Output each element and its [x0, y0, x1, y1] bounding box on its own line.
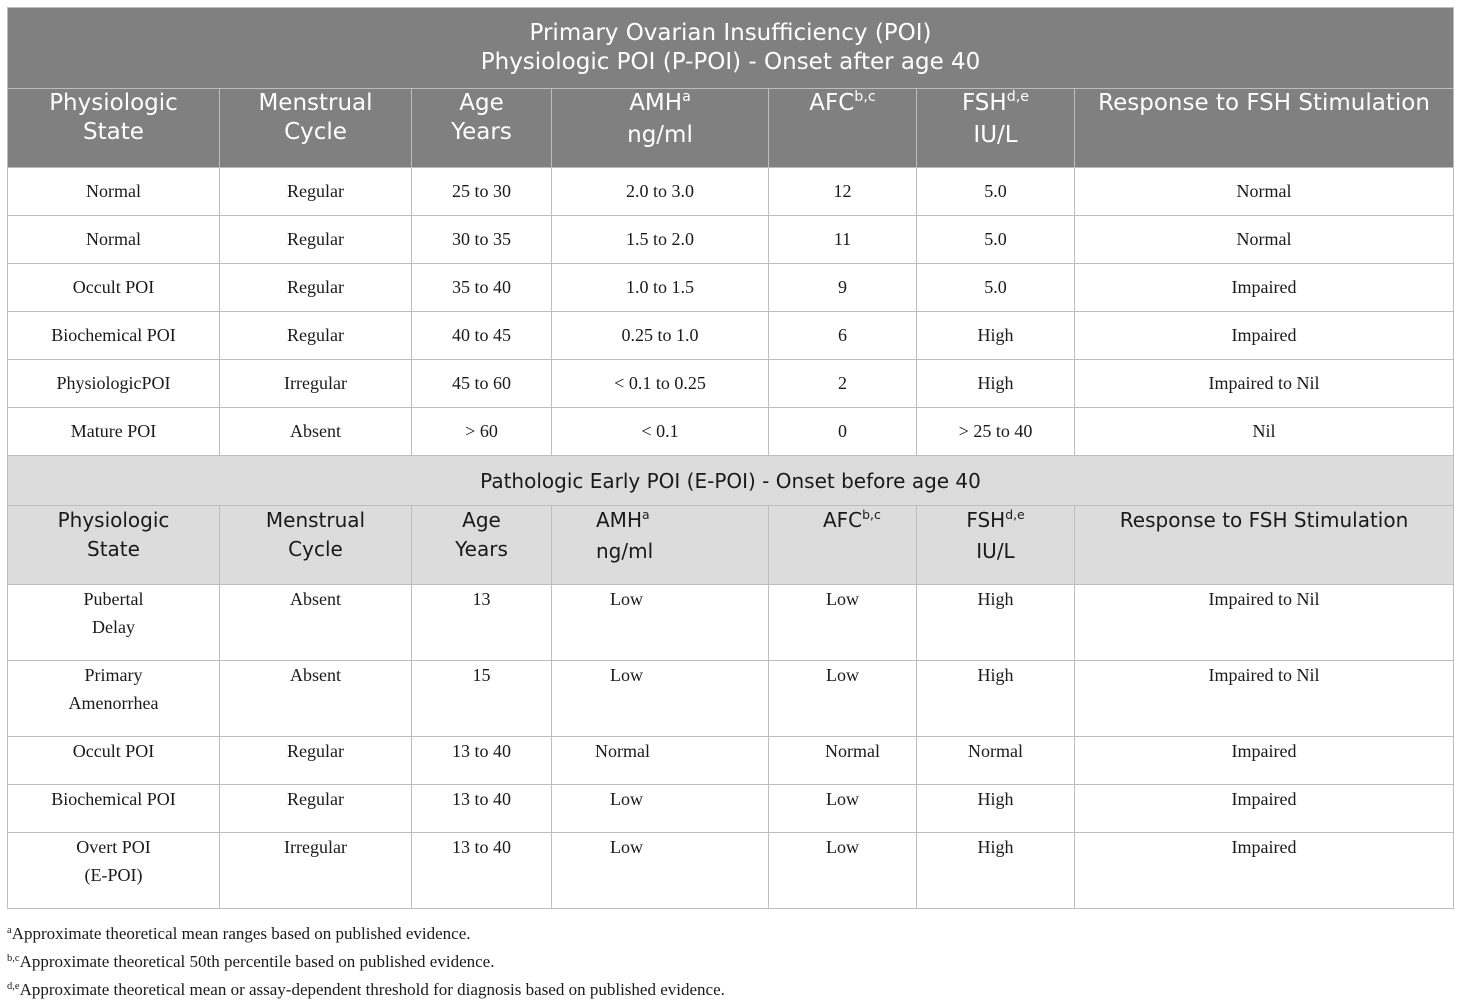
cell-response: Normal: [1075, 168, 1454, 216]
header-physiologic-state: Physiologic State: [8, 89, 220, 168]
cell-state: Normal: [8, 168, 220, 216]
header-response-fsh: Response to FSH Stimulation: [1075, 506, 1454, 585]
cell-response: Impaired: [1075, 785, 1454, 833]
cell-fsh: High: [917, 312, 1075, 360]
cell-amh: Low: [552, 785, 769, 833]
cell-amh: Low: [552, 585, 769, 661]
cell-state: Biochemical POI: [8, 785, 220, 833]
cell-afc: 2: [769, 360, 917, 408]
table-row: [8, 408, 1454, 456]
cell-response: Impaired: [1075, 833, 1454, 909]
cell-fsh: > 25 to 40: [917, 408, 1075, 456]
cell-age: 13 to 40: [412, 737, 552, 785]
cell-amh: Low: [552, 661, 769, 737]
header-response-fsh: Response to FSH Stimulation: [1075, 89, 1454, 168]
cell-fsh: High: [917, 661, 1075, 737]
table-row: [8, 785, 1454, 833]
cell-response: Normal: [1075, 216, 1454, 264]
cell-state: Occult POI: [8, 737, 220, 785]
cell-age: 30 to 35: [412, 216, 552, 264]
section2-title: Pathologic Early POI (E-POI) - Onset before age 40: [8, 456, 1454, 506]
table-title: [8, 8, 1454, 89]
title-line-1: Primary Ovarian Insufficiency (POI): [529, 20, 932, 46]
cell-afc: Low: [769, 833, 917, 909]
poi-table: [7, 7, 1454, 909]
cell-fsh: High: [917, 360, 1075, 408]
cell-amh: Normal: [552, 737, 769, 785]
cell-age: 35 to 40: [412, 264, 552, 312]
header-amh: AMH$^a$ ng/ml: [552, 506, 769, 585]
cell-age: 25 to 30: [412, 168, 552, 216]
header-age-years: Age Years: [412, 506, 552, 585]
cell-cycle: Absent: [220, 661, 412, 737]
footnote: $^a$Approximate theoretical mean ranges based on published evidence.: [7, 924, 471, 943]
header-menstrual-cycle: Menstrual Cycle: [220, 506, 412, 585]
footnote: $^{b,c}$Approximate theoretical 50th percentile based on published evidence.: [7, 952, 495, 971]
header-afc: AFC$^{b,c}$: [769, 506, 917, 585]
cell-amh: Low: [552, 833, 769, 909]
cell-fsh: Normal: [917, 737, 1075, 785]
cell-response: Impaired: [1075, 264, 1454, 312]
section1-header-row: [8, 89, 1454, 168]
header-physiologic-state: Physiologic State: [8, 506, 220, 585]
cell-state: Primary Amenorrhea: [8, 661, 220, 737]
cell-state: Overt POI (E-POI): [8, 833, 220, 909]
cell-amh: 2.0 to 3.0: [552, 168, 769, 216]
cell-fsh: High: [917, 585, 1075, 661]
cell-cycle: Absent: [220, 585, 412, 661]
table-row: [8, 216, 1454, 264]
header-amh: AMH$^a$ ng/ml: [552, 89, 769, 168]
cell-afc: 11: [769, 216, 917, 264]
table-row: [8, 833, 1454, 909]
table-row: [8, 312, 1454, 360]
cell-age: 13 to 40: [412, 833, 552, 909]
footnotes: [7, 921, 725, 1005]
cell-cycle: Regular: [220, 785, 412, 833]
cell-afc: 12: [769, 168, 917, 216]
table-row: [8, 360, 1454, 408]
cell-fsh: 5.0: [917, 216, 1075, 264]
cell-age: 45 to 60: [412, 360, 552, 408]
cell-fsh: 5.0: [917, 264, 1075, 312]
cell-age: 13 to 40: [412, 785, 552, 833]
cell-state: Biochemical POI: [8, 312, 220, 360]
cell-amh: 0.25 to 1.0: [552, 312, 769, 360]
header-fsh: FSH$^{d,e}$ IU/L: [917, 506, 1075, 585]
cell-afc: Low: [769, 585, 917, 661]
header-fsh: FSH$^{d,e}$ IU/L: [917, 89, 1075, 168]
table-row: [8, 264, 1454, 312]
cell-cycle: Regular: [220, 312, 412, 360]
cell-cycle: Regular: [220, 216, 412, 264]
footnote: $^{d,e}$Approximate theoretical mean or assay-dependent threshold for diagnosis based on published evidence.: [7, 980, 725, 999]
cell-age: 15: [412, 661, 552, 737]
table-row: [8, 737, 1454, 785]
cell-response: Impaired to Nil: [1075, 661, 1454, 737]
header-afc: AFC$^{b,c}$: [769, 89, 917, 168]
cell-cycle: Irregular: [220, 833, 412, 909]
cell-cycle: Absent: [220, 408, 412, 456]
header-age-years: Age Years: [412, 89, 552, 168]
cell-afc: Low: [769, 661, 917, 737]
cell-age: > 60: [412, 408, 552, 456]
cell-state: Normal: [8, 216, 220, 264]
cell-response: Nil: [1075, 408, 1454, 456]
cell-amh: 1.0 to 1.5: [552, 264, 769, 312]
table-row: [8, 168, 1454, 216]
cell-cycle: Irregular: [220, 360, 412, 408]
cell-amh: < 0.1: [552, 408, 769, 456]
cell-fsh: High: [917, 785, 1075, 833]
cell-response: Impaired: [1075, 737, 1454, 785]
cell-afc: 0: [769, 408, 917, 456]
cell-amh: < 0.1 to 0.25: [552, 360, 769, 408]
cell-fsh: 5.0: [917, 168, 1075, 216]
title-line-2: Physiologic POI (P-POI) - Onset after age 40: [480, 49, 981, 75]
cell-afc: Normal: [769, 737, 917, 785]
cell-cycle: Regular: [220, 168, 412, 216]
table-row: [8, 585, 1454, 661]
header-menstrual-cycle: Menstrual Cycle: [220, 89, 412, 168]
cell-cycle: Regular: [220, 264, 412, 312]
cell-age: 40 to 45: [412, 312, 552, 360]
cell-state: Occult POI: [8, 264, 220, 312]
cell-fsh: High: [917, 833, 1075, 909]
cell-response: Impaired: [1075, 312, 1454, 360]
poi-table-container: [7, 7, 1453, 909]
cell-response: Impaired to Nil: [1075, 360, 1454, 408]
cell-cycle: Regular: [220, 737, 412, 785]
cell-state: Mature POI: [8, 408, 220, 456]
cell-amh: 1.5 to 2.0: [552, 216, 769, 264]
cell-state: PhysiologicPOI: [8, 360, 220, 408]
table-row: [8, 661, 1454, 737]
cell-state: Pubertal Delay: [8, 585, 220, 661]
cell-afc: Low: [769, 785, 917, 833]
section2-header-row: [8, 506, 1454, 585]
cell-afc: 9: [769, 264, 917, 312]
cell-afc: 6: [769, 312, 917, 360]
cell-age: 13: [412, 585, 552, 661]
cell-response: Impaired to Nil: [1075, 585, 1454, 661]
